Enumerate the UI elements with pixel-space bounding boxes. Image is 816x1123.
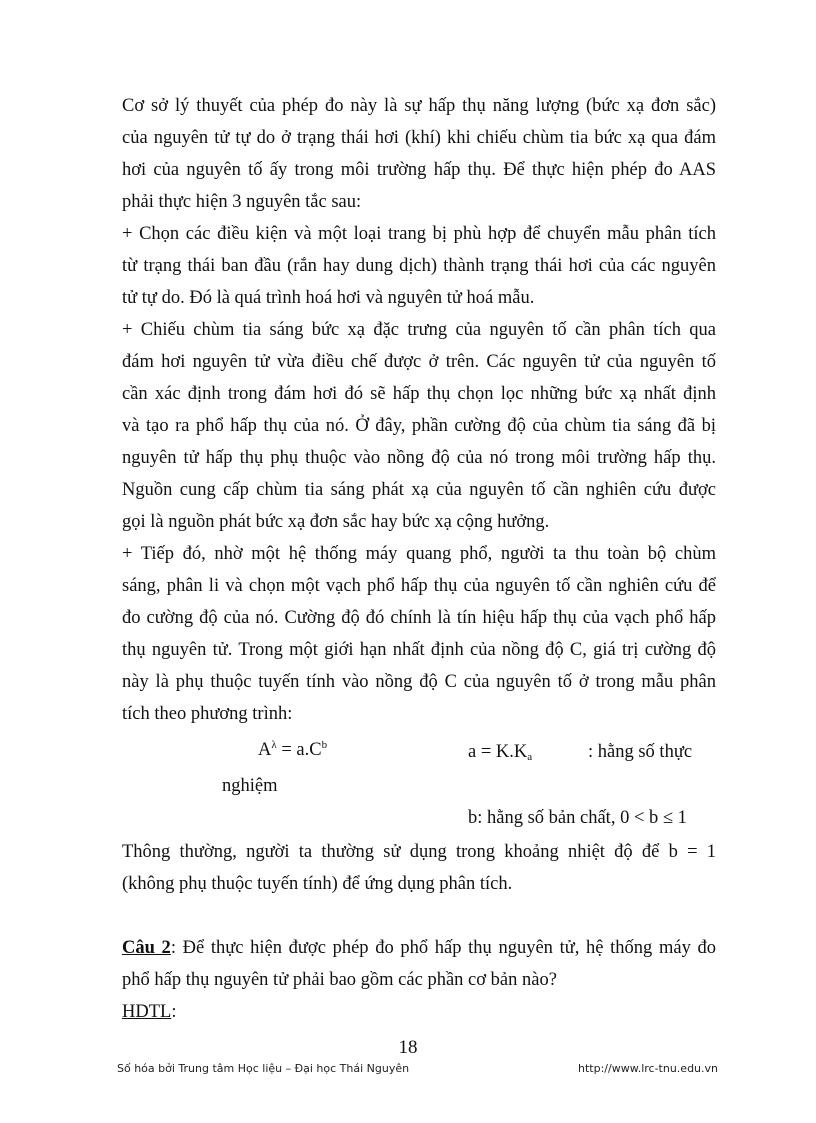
body-line: tử tự do. Đó là quá trình hoá hơi và nguyên tử hoá mẫu. xyxy=(122,288,535,308)
body-line: Nguồn cung cấp chùm tia sáng phát xạ của nguyên tố cần nghiên cứu được xyxy=(122,480,716,500)
body-line: Cơ sở lý thuyết của phép đo này là sự hấp thụ năng lượng (bức xạ đơn sắc) xyxy=(122,96,716,116)
body-line: cần xác định trong đám hơi đó sẽ hấp thụ chọn lọc những bức xạ nhất định xyxy=(122,384,716,404)
body-line: + Chiếu chùm tia sáng bức xạ đặc trưng của nguyên tố cần phân tích qua xyxy=(122,320,716,340)
equation-b-definition: b: hằng số bản chất, 0 < b ≤ 1 xyxy=(468,808,687,828)
body-line: (không phụ thuộc tuyến tính) để ứng dụng phân tích. xyxy=(122,874,513,894)
question-label: Câu 2 xyxy=(122,938,171,958)
body-line: đám hơi nguyên tử vừa điều chế được ở trên. Các nguyên tử của nguyên tố xyxy=(122,352,716,372)
body-line: gọi là nguồn phát bức xạ đơn sắc hay bức xạ cộng hưởng. xyxy=(122,512,550,532)
body-line: hơi của nguyên tố ấy trong môi trường hấp thụ. Để thực hiện phép đo AAS xyxy=(122,160,716,180)
body-line: đo cường độ của nó. Cường độ đó chính là tín hiệu hấp thụ của vạch phổ hấp xyxy=(122,608,716,628)
footer-url: http://www.lrc-tnu.edu.vn xyxy=(578,1062,718,1075)
body-line: + Tiếp đó, nhờ một hệ thống máy quang phổ, người ta thu toàn bộ chùm xyxy=(122,544,716,564)
footer-source: Số hóa bởi Trung tâm Học liệu – Đại học Thái Nguyên xyxy=(117,1062,410,1075)
body-line: sáng, phân li và chọn một vạch phổ hấp thụ của nguyên tố cần nghiên cứu để xyxy=(122,576,716,596)
equation-a-description-cont: nghiệm xyxy=(222,776,278,796)
body-line: thụ nguyên tử. Trong một giới hạn nhất định của nồng độ C, giá trị cường độ xyxy=(122,640,716,660)
body-line: này là phụ thuộc tuyến tính vào nồng độ C của nguyên tố ở trong mẫu phân xyxy=(122,672,716,692)
question-line: phổ hấp thụ nguyên tử phải bao gồm các phần cơ bản nào? xyxy=(122,970,557,990)
page-number: 18 xyxy=(398,1037,418,1058)
body-line: phải thực hiện 3 nguyên tắc sau: xyxy=(122,192,362,212)
body-line: Thông thường, người ta thường sử dụng trong khoảng nhiệt độ để b = 1 xyxy=(122,842,716,862)
body-line: nguyên tử hấp thụ phụ thuộc vào nồng độ của nó trong môi trường hấp thụ. xyxy=(122,448,716,468)
question-line: Câu 2: Để thực hiện được phép đo phổ hấp thụ nguyên tử, hệ thống máy đo xyxy=(122,938,716,958)
equation-a-definition: $a = K.K_a$ xyxy=(468,742,533,763)
equation-formula: $A^\lambda = a.C^b$ xyxy=(258,739,328,760)
answer-label-line: HDTL: xyxy=(122,1002,177,1022)
body-line: của nguyên tử tự do ở trạng thái hơi (khí) khi chiếu chùm tia bức xạ qua đám xyxy=(122,128,716,148)
body-line: tích theo phương trình: xyxy=(122,704,293,724)
answer-label: HDTL xyxy=(122,1002,172,1022)
equation-a-description: : hằng số thực xyxy=(588,742,693,762)
body-line: và tạo ra phổ hấp thụ của nó. Ở đây, phần cường độ của chùm tia sáng đã bị xyxy=(122,416,716,436)
body-line: từ trạng thái ban đầu (rắn hay dung dịch) thành trạng thái hơi của các nguyên xyxy=(122,256,716,276)
body-line: + Chọn các điều kiện và một loại trang bị phù hợp để chuyển mẫu phân tích xyxy=(122,224,716,244)
